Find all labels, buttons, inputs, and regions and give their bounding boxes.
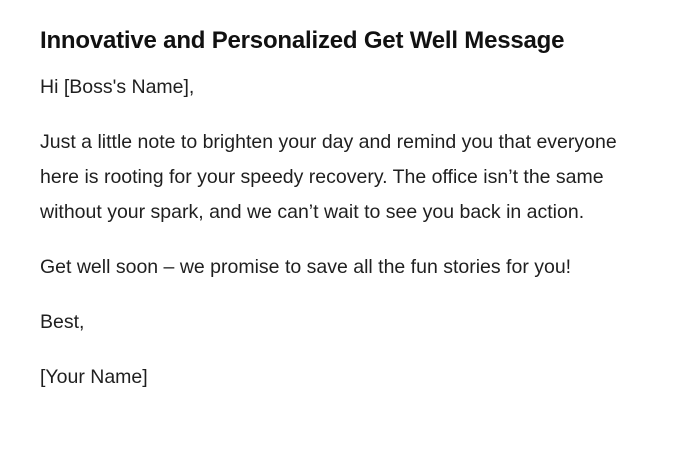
- message-paragraph-2: Get well soon – we promise to save all the fun stories for you!: [40, 256, 572, 278]
- document-title: Innovative and Personalized Get Well Message: [40, 27, 565, 54]
- greeting-line: Hi [Boss's Name],: [40, 76, 195, 98]
- message-paragraph-1: Just a little note to brighten your day and remind you that everyone here is rooting for your speedy recovery. The office isn’t the same without your spark, and we can’t wait to see you back in action.: [40, 131, 617, 223]
- signature-line: [Your Name]: [40, 366, 148, 388]
- signoff-line: Best,: [40, 311, 85, 333]
